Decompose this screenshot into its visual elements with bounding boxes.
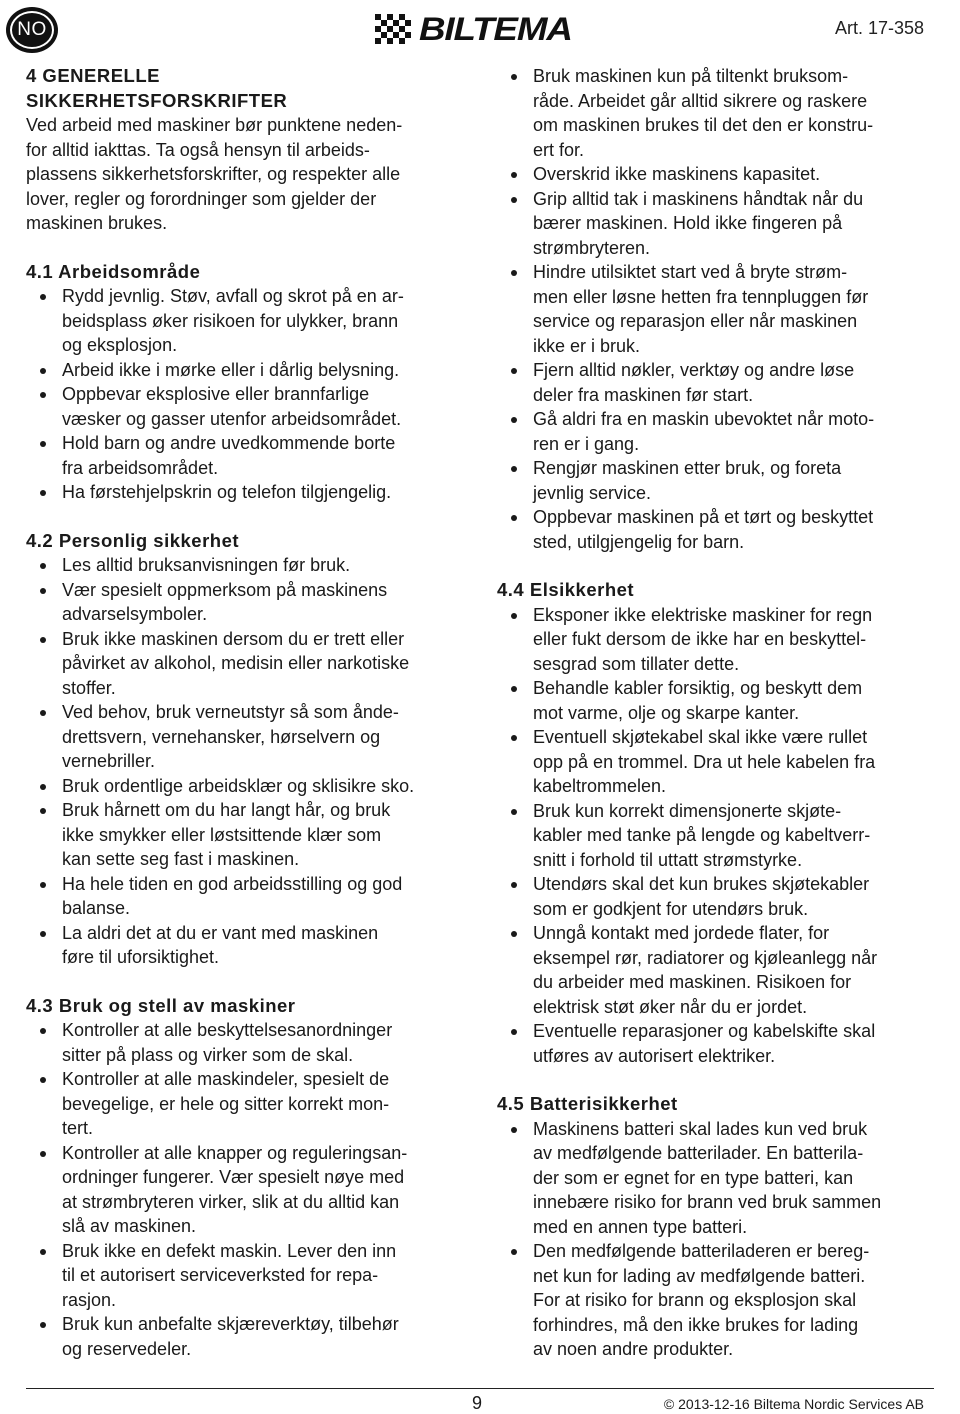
list-item-line: Rydd jevnlig. Støv, avfall og skrot på en ar-	[62, 286, 404, 306]
list-item	[497, 162, 937, 187]
list-item-line: elektrisk støt øker når du er jordet.	[533, 996, 808, 1017]
text-line: maskinen brukes.	[26, 213, 168, 233]
list-item-line: og eksplosjon.	[62, 335, 178, 355]
list-item-line: av noen andre produkter.	[533, 1339, 734, 1359]
list-item-line: bærer maskinen. Hold ikke fingeren på	[533, 213, 843, 233]
list-item	[26, 700, 466, 774]
list-item	[497, 799, 937, 873]
list-item-line: slå av maskinen.	[62, 1216, 197, 1236]
list-item	[497, 1239, 937, 1362]
list-item-line: Gå aldri fra en maskin ubevoktet når moto-	[533, 409, 875, 429]
list-item-line: bevegelige, er hele og sitter korrekt mon-	[62, 1093, 390, 1114]
list-item-line: men eller løsne hetten fra tennpluggen før	[533, 286, 869, 307]
list-item-line: Bruk hårnett om du har langt hår, og bruk	[62, 800, 391, 820]
list-item-line: Eksponer ikke elektriske maskiner for regn	[533, 604, 873, 625]
list-item	[26, 431, 466, 480]
list-item	[26, 578, 466, 627]
list-item-line: Kontroller at alle beskyttelsesanordninger	[62, 1020, 393, 1040]
list-item	[26, 1141, 466, 1239]
list-item-line: sesgrad som tillater dette.	[533, 653, 740, 674]
text-line: lover, regler og forordninger som gjelder der	[26, 188, 377, 209]
list-item	[26, 1067, 466, 1141]
list-item	[497, 725, 937, 799]
list-item	[26, 798, 466, 872]
list-item-line: væsker og gasser utenfor arbeidsområdet.	[62, 408, 402, 429]
list-item-line: stoffer.	[62, 677, 116, 698]
list-item-line: balanse.	[62, 898, 131, 918]
list-item	[497, 1019, 937, 1068]
list-item-line: Bruk maskinen kun på tiltenkt bruksom-	[533, 66, 849, 86]
list-item-line: innebære risiko for brann ved bruk sammen	[533, 1192, 882, 1212]
list-item-line: Behandle kabler forsiktig, og beskytt dem	[533, 678, 863, 698]
list-item-line: og reservedeler.	[62, 1338, 192, 1359]
list-item	[26, 627, 466, 701]
list-item	[497, 358, 937, 407]
list-item-line: sted, utilgjengelig for barn.	[533, 531, 745, 552]
list-item-line: forhindres, må den ikke brukes for lading	[533, 1314, 859, 1335]
list-item	[26, 553, 466, 578]
list-item-line: kabler med tanke på lengde og kabeltverr-	[533, 825, 871, 845]
list-item-line: Maskinens batteri skal lades kun ved bruk	[533, 1118, 868, 1139]
list-item	[26, 1239, 466, 1313]
list-item-line: Bruk kun anbefalte skjæreverktøy, tilbehør	[62, 1314, 399, 1334]
list-item-line: Ha førstehjelpskrin og telefon tilgjengelig.	[62, 482, 392, 502]
section-4-title-line1: 4 GENERELLE	[26, 65, 160, 86]
list-item	[497, 456, 937, 505]
list-item-line: vernebriller.	[62, 751, 156, 771]
list-item-line: deler fra maskinen før start.	[533, 384, 754, 405]
list-item-line: ikke er i bruk.	[533, 335, 641, 356]
section-4-3-list	[26, 1018, 466, 1361]
list-item-line: Grip alltid tak i maskinens håndtak når du	[533, 188, 864, 209]
list-item-line: snitt i forhold til uttatt strømstyrke.	[533, 849, 803, 870]
text-line: plassens sikkerhetsforskrifter, og respekter alle	[26, 164, 401, 184]
section-4-3-list-continued	[497, 64, 937, 554]
list-item	[497, 921, 937, 1019]
list-item-line: som er godkjent for utendørs bruk.	[533, 898, 809, 919]
list-item-line: til et autorisert serviceverksted for repa-	[62, 1265, 379, 1285]
list-item-line: råde. Arbeidet går alltid sikrere og raskere	[533, 90, 868, 111]
list-item	[26, 358, 466, 383]
list-item-line: Utendørs skal det kun brukes skjøtekabler	[533, 874, 870, 894]
list-item-line: der som er egnet for en type batteri, kan	[533, 1167, 854, 1188]
list-item	[497, 676, 937, 725]
language-badge-ring	[10, 11, 54, 49]
list-item-line: Unngå kontakt med jordede flater, for	[533, 923, 830, 943]
list-item-line: ren er i gang.	[533, 433, 640, 454]
list-item-line: tert.	[62, 1118, 94, 1138]
list-item-line: advarselsymboler.	[62, 604, 208, 624]
list-item	[497, 187, 937, 261]
list-item	[26, 774, 466, 799]
copyright-notice: © 2013-12-16 Biltema Nordic Services AB	[663, 1396, 924, 1412]
list-item-line: eller fukt dersom de ikke har en beskyttel-	[533, 629, 867, 649]
language-badge	[6, 7, 58, 53]
section-4-1-title: 4.1 Arbeidsområde	[26, 260, 201, 282]
page-number: 9	[472, 1393, 483, 1413]
list-item-line: av medfølgende batterilader. En batterila-	[533, 1143, 864, 1163]
section-4-3-title: 4.3 Bruk og stell av maskiner	[26, 994, 296, 1016]
list-item-line: drettsvern, vernehansker, hørselvern og	[62, 726, 381, 747]
section-4-intro	[26, 113, 466, 236]
list-item-line: kan sette seg fast i maskinen.	[62, 849, 300, 869]
list-item-line: Ha hele tiden en god arbeidsstilling og god	[62, 873, 403, 894]
list-item	[26, 1018, 466, 1067]
section-4-2-title: 4.2 Personlig sikkerhet	[26, 529, 240, 551]
list-item-line: mot varme, olje og skarpe kanter.	[533, 702, 800, 723]
list-item-line: Bruk ordentlige arbeidsklær og sklisikre sko.	[62, 775, 415, 796]
list-item-line: strømbryteren.	[533, 237, 651, 258]
list-item-line: Hindre utilsiktet start ved å bryte strøm-	[533, 262, 848, 282]
list-item-line: Hold barn og andre uvedkommende borte	[62, 433, 396, 453]
list-item-line: Vær spesielt oppmerksom på maskinens	[62, 579, 388, 600]
list-item-line: ert for.	[533, 139, 585, 160]
list-item-line: opp på en trommel. Dra ut hele kabelen fra	[533, 751, 876, 772]
list-item-line: Bruk kun korrekt dimensjonerte skjøte-	[533, 800, 842, 821]
list-item-line: Eventuell skjøtekabel skal ikke være rullet	[533, 727, 868, 747]
list-item-line: service og reparasjon eller når maskinen	[533, 311, 858, 331]
right-column	[497, 64, 937, 1362]
list-item	[26, 1312, 466, 1361]
list-item-line: du arbeider med maskinen. Risikoen for	[533, 972, 852, 992]
list-item-line: føre til uforsiktighet.	[62, 947, 220, 967]
list-item-line: Oppbevar eksplosive eller brannfarlige	[62, 384, 370, 404]
list-item-line: med en annen type batteri.	[533, 1216, 748, 1237]
list-item-line: beidsplass øker risikoen for ulykker, brann	[62, 310, 399, 331]
list-item-line: fra arbeidsområdet.	[62, 457, 219, 478]
list-item-line: at strømbryteren virker, slik at du alltid kan	[62, 1191, 400, 1212]
checker-flag-icon	[375, 14, 415, 44]
list-item-line: Den medfølgende batteriladeren er bereg-	[533, 1241, 870, 1261]
list-item-line: om maskinen brukes til det den er konstru-	[533, 115, 874, 135]
list-item-line: Arbeid ikke i mørke eller i dårlig belysning.	[62, 359, 400, 380]
brand-wordmark: BILTEMA	[419, 10, 572, 47]
text-line: for alltid iakttas. Ta også hensyn til arbeids-	[26, 139, 370, 160]
list-item-line: Eventuelle reparasjoner og kabelskifte skal	[533, 1021, 876, 1041]
list-item-line: La aldri det at du er vant med maskinen	[62, 922, 379, 943]
list-item-line: Les alltid bruksanvisningen før bruk.	[62, 555, 351, 575]
list-item	[497, 603, 937, 677]
list-item-line: Rengjør maskinen etter bruk, og foreta	[533, 458, 842, 478]
list-item-line: jevnlig service.	[533, 482, 652, 503]
text-line: Ved arbeid med maskiner bør punktene neden-	[26, 115, 403, 135]
list-item	[26, 284, 466, 358]
list-item-line: ordninger fungerer. Vær spesielt nøye med	[62, 1167, 405, 1187]
list-item-line: rasjon.	[62, 1289, 117, 1310]
list-item-line: Overskrid ikke maskinens kapasitet.	[533, 164, 821, 184]
list-item	[497, 407, 937, 456]
list-item-line: Kontroller at alle knapper og reguleringsan-	[62, 1142, 408, 1163]
list-item-line: Kontroller at alle maskindeler, spesielt de	[62, 1069, 390, 1089]
list-item-line: påvirket av alkohol, medisin eller narkotiske	[62, 653, 410, 673]
list-item	[497, 872, 937, 921]
list-item	[26, 480, 466, 505]
list-item-line: Bruk ikke en defekt maskin. Lever den inn	[62, 1240, 397, 1261]
list-item-line: kabeltrommelen.	[533, 776, 667, 796]
list-item	[26, 921, 466, 970]
section-4-5-list	[497, 1117, 937, 1362]
section-4-title-line2: SIKKERHETSFORSKRIFTER	[26, 89, 288, 111]
section-4-4-list	[497, 603, 937, 1069]
list-item-line: eksempel rør, radiatorer og kjøleanlegg når	[533, 947, 878, 968]
language-code: NO	[17, 19, 47, 40]
list-item-line: Ved behov, bruk verneutstyr så som ånde-	[62, 702, 399, 722]
brand-logo	[375, 10, 572, 47]
footer-rule	[26, 1388, 934, 1389]
list-item	[497, 505, 937, 554]
section-4-4-title: 4.4 Elsikkerhet	[497, 579, 635, 600]
list-item	[497, 260, 937, 358]
section-4-2-list	[26, 553, 466, 970]
list-item	[26, 382, 466, 431]
section-4-1-list	[26, 284, 466, 505]
list-item	[497, 64, 937, 162]
list-item	[497, 1117, 937, 1240]
list-item-line: For at risiko for brann og eksplosjon skal	[533, 1290, 857, 1310]
left-column	[26, 64, 466, 1361]
list-item-line: sitter på plass og virker som de skal.	[62, 1044, 354, 1065]
list-item-line: Oppbevar maskinen på et tørt og beskyttet	[533, 507, 874, 527]
list-item-line: utføres av autorisert elektriker.	[533, 1045, 776, 1066]
list-item-line: ikke smykker eller løstsittende klær som	[62, 824, 382, 845]
list-item-line: Fjern alltid nøkler, verktøy og andre løse	[533, 360, 855, 380]
article-number: Art. 17-358	[834, 18, 924, 38]
section-4-5-title: 4.5 Batterisikkerhet	[497, 1093, 678, 1114]
list-item-line: Bruk ikke maskinen dersom du er trett eller	[62, 628, 405, 649]
list-item	[26, 872, 466, 921]
list-item-line: net kun for lading av medfølgende batteri.	[533, 1265, 866, 1286]
